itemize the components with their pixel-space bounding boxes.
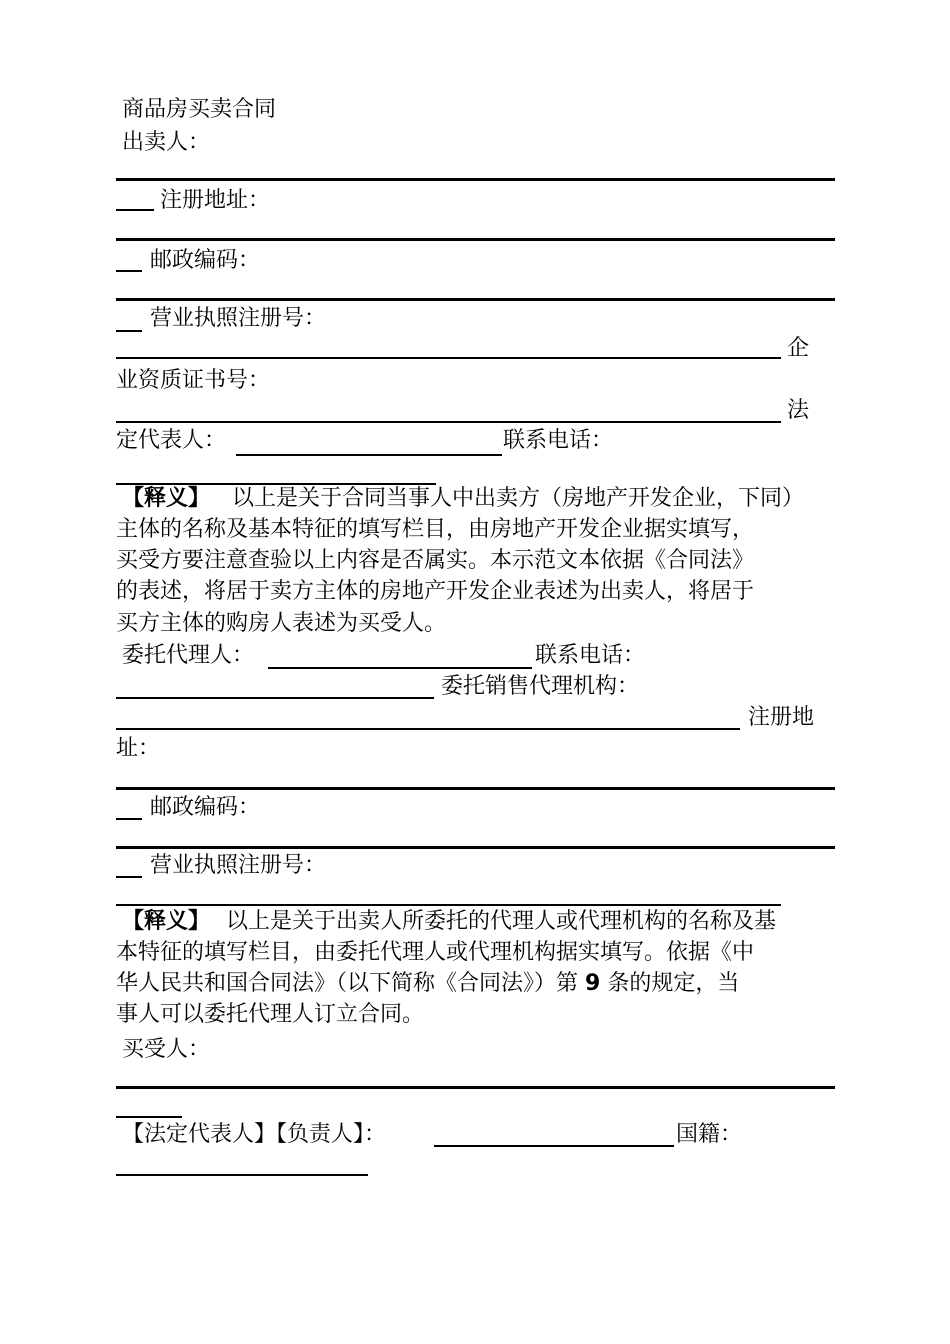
fill-line[interactable] (116, 357, 781, 359)
agent-reg-prefix: 注册地 (748, 705, 815, 730)
note1-line: 以上是关于合同当事人中出卖方（房地产开发企业，下同） (232, 486, 805, 511)
note2-text: 华人民共和国合同法》（以下简称《合同法》）第 (116, 971, 579, 996)
fill-line[interactable] (116, 209, 154, 211)
seller-reg-address-label: 注册地址： (160, 188, 271, 213)
seller-label: 出卖人： (122, 130, 211, 155)
fill-line[interactable] (116, 1174, 368, 1176)
fill-line[interactable] (116, 1086, 835, 1089)
fill-line[interactable] (116, 238, 835, 241)
note1-line: 的表述，将居于卖方主体的房地产开发企业表述为出卖人，将居于 (116, 579, 755, 604)
note2-line: 事人可以委托代理人订立合同。 (116, 1002, 425, 1027)
fill-line[interactable] (116, 421, 781, 423)
fill-line[interactable] (116, 697, 434, 699)
fill-line[interactable] (116, 1116, 182, 1118)
fill-line[interactable] (116, 904, 781, 906)
note1-line: 买方主体的购房人表述为买受人。 (116, 611, 447, 636)
fill-line[interactable] (116, 330, 142, 332)
note1-line: 买受方要注意查验以上内容是否属实。本示范文本依据《合同法》 (116, 548, 755, 573)
fill-line[interactable] (116, 178, 835, 181)
note2-text: 条的规定，当 (607, 971, 740, 996)
note1-line: 主体的名称及基本特征的填写栏目，由房地产开发企业据实填写， (116, 517, 755, 542)
fill-line[interactable] (116, 270, 142, 272)
fill-line[interactable] (116, 728, 740, 730)
note2-article-number: 9 (585, 971, 601, 996)
agent-phone-label: 联系电话： (535, 643, 646, 668)
buyer-label: 买受人： (122, 1037, 211, 1062)
seller-qual-prefix: 企 (787, 336, 810, 361)
seller-qualification-label: 业资质证书号： (116, 368, 271, 393)
fill-line[interactable] (116, 818, 142, 820)
agent-reg-address-label: 址： (116, 736, 161, 761)
seller-legal-prefix: 法 (787, 398, 810, 423)
agent-label: 委托代理人： (122, 643, 255, 668)
seller-phone-label: 联系电话： (503, 428, 614, 453)
note1-tag: 【释义】 (122, 486, 211, 511)
fill-line[interactable] (116, 298, 835, 301)
fill-line[interactable] (434, 1145, 674, 1147)
agent-org-label: 委托销售代理机构： (441, 674, 640, 699)
buyer-nationality-label: 国籍： (676, 1122, 743, 1147)
buyer-legal-rep-label: 【法定代表人】【负责人】： (122, 1122, 387, 1147)
fill-line[interactable] (116, 846, 835, 849)
seller-license-label: 营业执照注册号： (150, 306, 327, 331)
note2-tag: 【释义】 (122, 909, 211, 934)
fill-line[interactable] (268, 667, 532, 669)
note2-line: 本特征的填写栏目，由委托代理人或代理机构据实填写。依据《中 (116, 940, 755, 965)
agent-license-label: 营业执照注册号： (150, 853, 327, 878)
fill-line[interactable] (116, 876, 142, 878)
doc-title: 商品房买卖合同 (122, 97, 277, 122)
fill-line[interactable] (236, 454, 502, 456)
seller-legal-rep-label: 定代表人： (116, 428, 227, 453)
seller-postcode-label: 邮政编码： (150, 248, 261, 273)
fill-line[interactable] (116, 787, 835, 790)
agent-postcode-label: 邮政编码： (150, 795, 261, 820)
note2-line (116, 969, 739, 999)
note2-line: 以上是关于出卖人所委托的代理人或代理机构的名称及基 (226, 909, 777, 934)
